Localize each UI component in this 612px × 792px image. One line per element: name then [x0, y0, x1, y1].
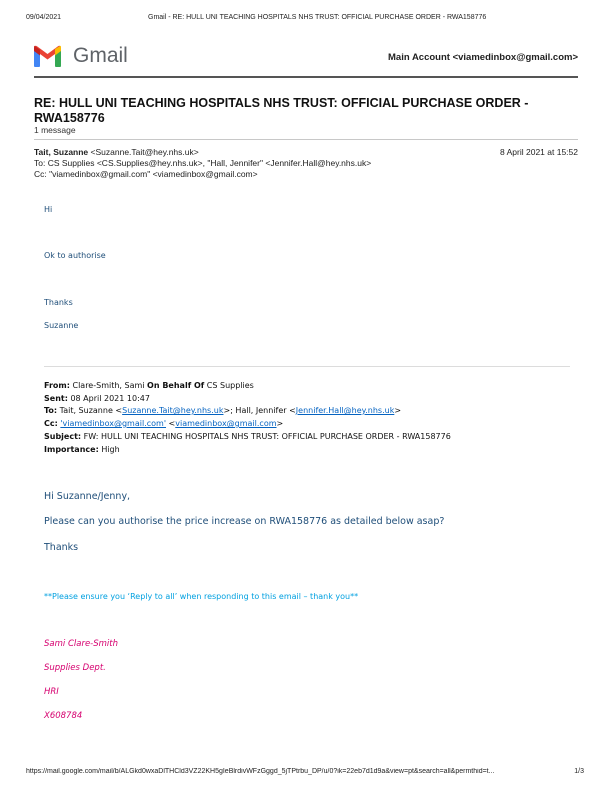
fwd-subject-label: Subject:	[44, 432, 82, 441]
fwd-subject	[44, 432, 451, 441]
fwd-to-link-1[interactable]: Suzanne.Tait@hey.nhs.uk	[122, 406, 224, 415]
fwd-from	[44, 381, 254, 390]
message-count: 1 message	[34, 125, 76, 135]
fwd-importance	[44, 445, 120, 454]
fwd-cc-mid: <	[166, 419, 176, 428]
print-url: https://mail.google.com/mail/b/ALGkd0wxaDlTHCld3VZ22KH5gIeBlrdivWFzGggd_5jTPtrbu_DP/u/0?ik=22eb7d1d9a&view=pt&search=all&permthid=t...	[26, 768, 495, 775]
fwd-to-link-2[interactable]: Jennifer.Hall@hey.nhs.uk	[295, 406, 395, 415]
fwd-cc	[44, 419, 283, 428]
fwd-importance-value: High	[101, 445, 120, 454]
gmail-wordmark: Gmail	[73, 44, 128, 67]
cc-recipients: Cc: "viamedinbox@gmail.com" <viamedinbox@gmail.com>	[34, 169, 258, 179]
fwd-importance-label: Importance:	[44, 445, 99, 454]
reply-text: Ok to authorise	[44, 251, 106, 260]
reply-all-notice: **Please ensure you ‘Reply to all’ when responding to this email – thank you**	[44, 592, 359, 601]
fwd-cc-link-2[interactable]: viamedinbox@gmail.com	[175, 419, 277, 428]
print-date: 09/04/2021	[26, 14, 62, 21]
account-label: Main Account <viamedinbox@gmail.com>	[388, 52, 578, 63]
sig-site: HRI	[44, 687, 59, 697]
fwd-behalf-value: CS Supplies	[206, 381, 254, 390]
to-recipients: To: CS Supplies <CS.Supplies@hey.nhs.uk>, "Hall, Jennifer" <Jennifer.Hall@hey.nhs.uk>	[34, 158, 372, 168]
fwd-request: Please can you authorise the price increase on RWA158776 as detailed below asap?	[44, 516, 445, 527]
reply-signature: Suzanne	[44, 321, 79, 330]
fwd-sent	[44, 394, 150, 403]
fwd-sent-label: Sent:	[44, 394, 68, 403]
fwd-from-label: From:	[44, 381, 70, 390]
gmail-m-icon[interactable]	[34, 45, 61, 67]
sig-dept: Supplies Dept.	[44, 663, 106, 673]
sender-email: <Suzanne.Tait@hey.nhs.uk>	[90, 147, 199, 157]
fwd-cc-post: >	[276, 419, 284, 428]
fwd-from-value: Clare-Smith, Sami	[72, 381, 145, 390]
fwd-to-label: To:	[44, 406, 58, 415]
fwd-subject-value: FW: HULL UNI TEACHING HOSPITALS NHS TRUST: OFFICIAL PURCHASE ORDER - RWA158776	[83, 432, 451, 441]
sig-extension: X608784	[44, 711, 83, 721]
sender	[34, 147, 199, 157]
fwd-to-pre: Tait, Suzanne <	[59, 406, 123, 415]
quote-divider	[44, 366, 570, 367]
fwd-to-mid: >; Hall, Jennifer <	[223, 406, 296, 415]
fwd-cc-link-1[interactable]: 'viamedinbox@gmail.com'	[60, 419, 167, 428]
print-title: Gmail - RE: HULL UNI TEACHING HOSPITALS NHS TRUST: OFFICIAL PURCHASE ORDER - RWA158776	[148, 14, 487, 21]
fwd-to	[44, 406, 401, 415]
message-date: 8 April 2021 at 15:52	[500, 147, 578, 157]
fwd-cc-label: Cc:	[44, 419, 58, 428]
print-page-number: 1/3	[574, 768, 584, 775]
reply-thanks: Thanks	[44, 298, 73, 307]
fwd-behalf-label: On Behalf Of	[147, 381, 205, 390]
subject-divider	[34, 139, 578, 140]
reply-greeting: Hi	[44, 205, 53, 214]
sender-name: Tait, Suzanne	[34, 147, 89, 157]
fwd-thanks: Thanks	[44, 542, 79, 553]
fwd-to-post: >	[394, 406, 402, 415]
header-divider	[34, 76, 578, 78]
thread-subject: RE: HULL UNI TEACHING HOSPITALS NHS TRUST: OFFICIAL PURCHASE ORDER - RWA158776	[34, 96, 529, 125]
sig-name: Sami Clare-Smith	[44, 639, 119, 649]
fwd-sent-value: 08 April 2021 10:47	[70, 394, 150, 403]
fwd-greeting: Hi Suzanne/Jenny,	[44, 491, 131, 502]
